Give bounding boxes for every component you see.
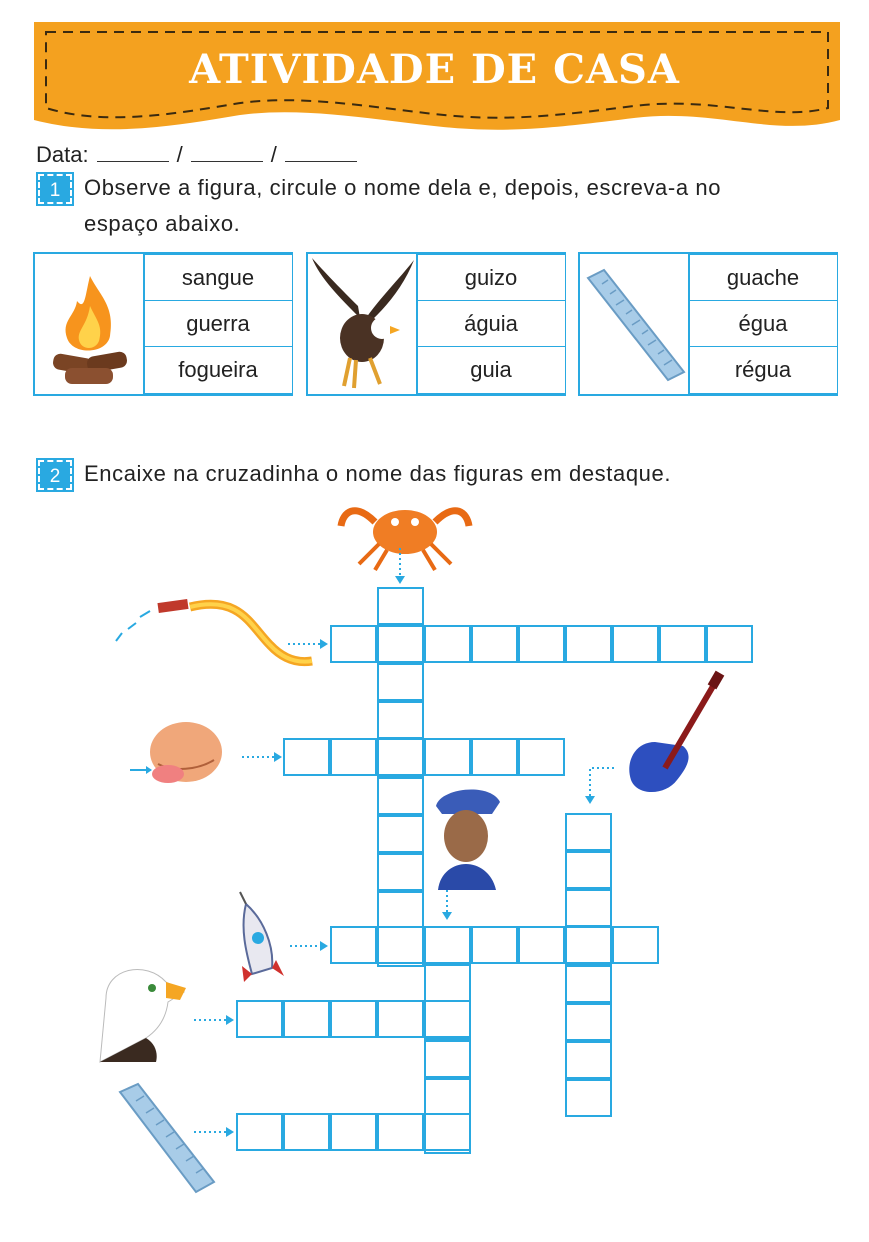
question-1-text-line1: Observe a figura, circule o nome dela e, depois, escreva-a no [84, 175, 722, 200]
option-word: égua [738, 311, 788, 336]
date-sep-1: / [176, 142, 183, 167]
question-1-text-line2: espaço abaixo. [84, 211, 241, 236]
arrow-head [226, 1015, 234, 1025]
option-word: guia [470, 357, 512, 382]
arrow-head [585, 796, 595, 804]
page-title: ATIVIDADE DE CASA [189, 46, 680, 93]
date-sep-2: / [270, 142, 277, 167]
arrow-head [395, 576, 405, 584]
arrow-head [320, 941, 328, 951]
option-word: guizo [464, 265, 518, 290]
question-2-text: Encaixe na cruzadinha o nome das figuras em destaque. [84, 461, 672, 486]
option-word: fogueira [178, 357, 258, 382]
option-word: águia [464, 311, 518, 336]
date-label: Data: [36, 142, 89, 167]
option-word: régua [734, 357, 792, 382]
option-word: guache [726, 265, 800, 290]
arrow-head [320, 639, 328, 649]
option-word: sangue [181, 265, 255, 290]
question-2-number: 2 [38, 460, 72, 490]
arrow-head [226, 1127, 234, 1137]
option-word: guerra [186, 311, 250, 336]
arrow-head [442, 912, 452, 920]
question-1-number: 1 [38, 174, 72, 204]
arrow-head [274, 752, 282, 762]
